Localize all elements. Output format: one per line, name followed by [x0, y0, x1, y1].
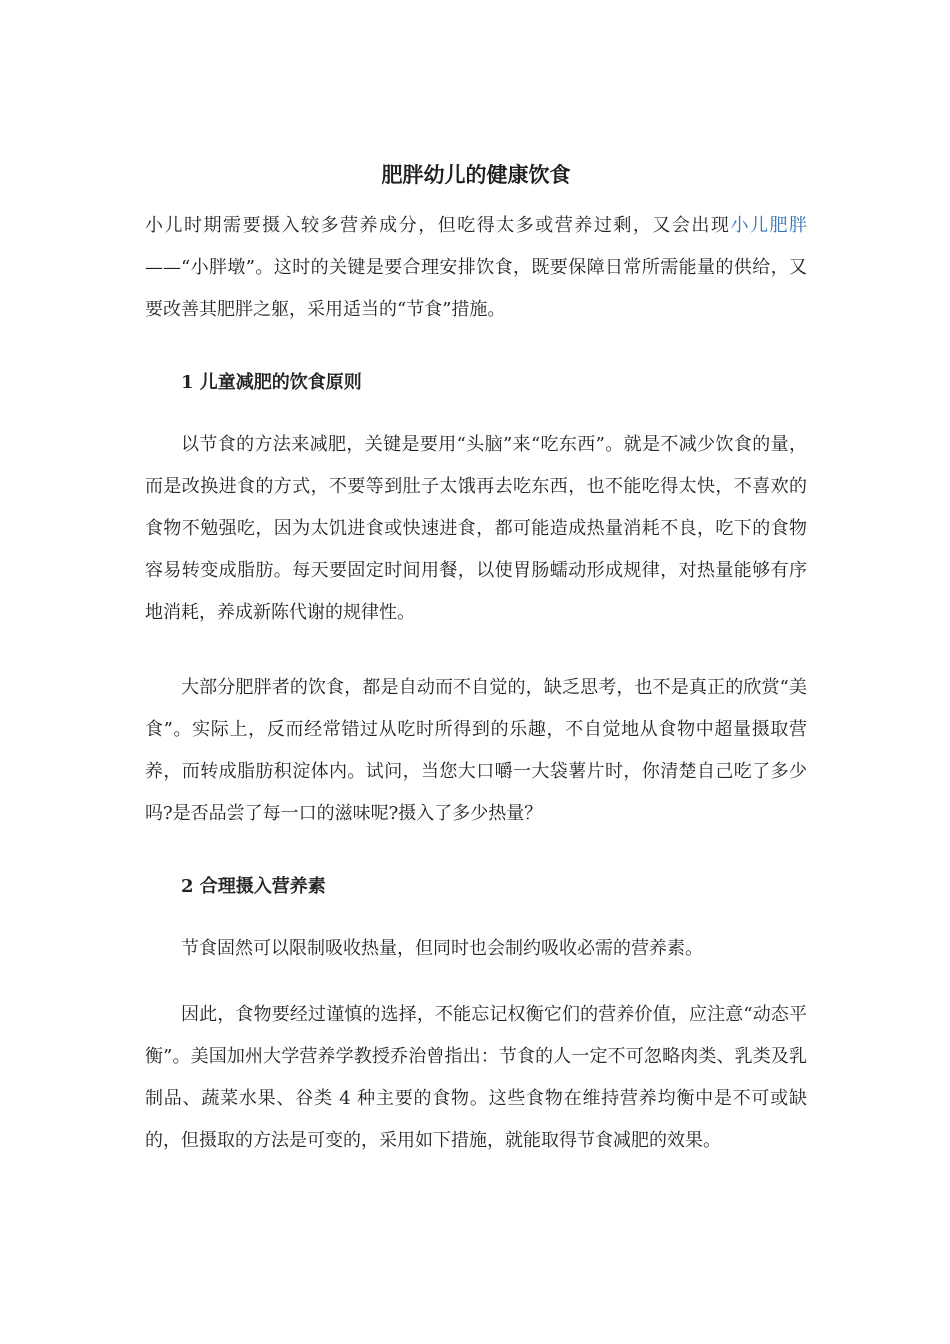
- section1-heading: 1 儿童减肥的饮食原则: [181, 372, 362, 393]
- section2-paragraph-1: 节食固然可以限制吸收热量，但同时也会制约吸收必需的营养素。: [181, 938, 703, 959]
- section1-paragraph-2: 大部分肥胖者的饮食，都是自动而不自觉的，缺乏思考，也不是真正的欣赏“美食”。实际上，反而经常错过从吃时所得到的乐趣，不自觉地从食物中超量摄取营养，而转成脂肪积淀体内。试问，当您大口嚼一大袋薯片时，你清楚自己吃了多少吗?是否品尝了每一口的滋味呢?摄入了多少热量？: [145, 677, 807, 824]
- section2-heading: 2 合理摄入营养素: [181, 876, 326, 897]
- section2-paragraph-2: 因此，食物要经过谨慎的选择，不能忘记权衡它们的营养价值，应注意“动态平衡”。美国加州大学营养学教授乔治曾指出：节食的人一定不可忽略肉类、乳类及乳制品、蔬菜水果、谷类 4 种主要的食物。这些食物在维持营养均衡中是不可或缺的，但摄取的方法是可变的，采用如下措施，就能取得节食减肥的效果。: [145, 1004, 807, 1151]
- intro-paragraph: [145, 205, 807, 331]
- intro-text-after-link: ——“小胖墩”。这时的关键是要合理安排饮食，既要保障日常所需能量的供给，又要改善其肥胖之躯，采用适当的“节食”措施。: [145, 257, 807, 320]
- section1-paragraph-1: 以节食的方法来减肥，关键是要用“头脑”来“吃东西”。就是不减少饮食的量，而是改换进食的方式，不要等到肚子太饿再去吃东西，也不能吃得太快，不喜欢的食物不勉强吃，因为太饥进食或快速进食，都可能造成热量消耗不良，吃下的食物容易转变成脂肪。每天要固定时间用餐，以使胃肠蠕动形成规律，对热量能够有序地消耗，养成新陈代谢的规律性。: [145, 434, 807, 623]
- intro-text-before-link: 小儿时期需要摄入较多营养成分，但吃得太多或营养过剩，又会出现: [145, 215, 731, 236]
- document-title: 肥胖幼儿的健康饮食: [381, 162, 571, 188]
- child-obesity-link[interactable]: 小儿肥胖: [730, 215, 807, 236]
